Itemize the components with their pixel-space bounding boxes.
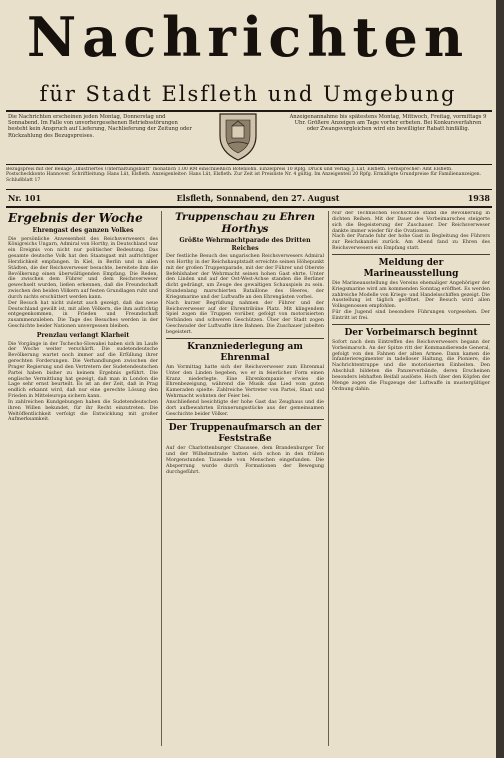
- column-separator: [328, 211, 329, 746]
- column-1: [8, 211, 158, 746]
- article-text: Der festliche Besuch des ungarischen Reichsverwesers Admiral von Horthy in der Reichshauptstadt erreichte seinen Höhepunkt mit der großen Truppenparade, mit der der Führer und Oberste Befehlshaber der Wehrmacht seinen hohen Gast ehrte. Unter den Linden und auf der Ost-West-Achse standen die Berliner dicht gedrängt, um Zeuge des gewaltigen Schauspiels zu sein. Stundenlang marschierten Bataillone des Heeres, der Kriegsmarine und der Luftwaffe an den Ehrengästen vorbei.: [166, 254, 324, 300]
- article-text: Der Besuch hat nicht zuletzt auch gezeigt, daß das neue Deutschland gewillt ist, mit allen Völkern, die ihm aufrichtig entgegenkommen, in Frieden und Freundschaft zusammenzuleben. Die Tage des Besuches werden in der Geschichte beider Nationen unvergessen bleiben.: [8, 300, 158, 330]
- column-2: [166, 211, 324, 746]
- dateline: [8, 192, 490, 204]
- dateline-rule: [6, 206, 492, 208]
- section-heading: Prenzlau verlangt Klarheit: [36, 332, 130, 339]
- article-text: Nach der Parade fuhr der hohe Gast in Begleitung des Führers zur Reichskanzlei zurück. Am Abend fand zu Ehren des Reichsverwesers ein Empfang statt.: [332, 234, 490, 252]
- article-text: Sofort nach dem Eintreffen des Reichsverwesers begann der Vorbeimarsch. An der Spitze ritt der Kommandierende General, gefolgt von den Fahnen der alten Armee. Dann kamen die Infanterieregimenter in tadelloser Haltung, die Pioniere, die Nachrichtentruppe und die motorisierten Einheiten. Den Abschluß bildeten die Panzerverbände, deren Erscheinen besonders lebhaften Beifall auslöste. Hoch über den Köpfen der Menge zogen die Flugzeuge der Luftwaffe in mustergültiger Ordnung dahin.: [332, 339, 490, 392]
- section-heading: Kranzniederlegung am Ehrenmal: [187, 341, 303, 363]
- section-heading: Der Truppenaufmarsch an der Feststraße: [168, 423, 322, 445]
- advertising-info: Anzeigenannahme bis spätestens Montag, Mittwoch, Freitag, vormittags 9 Uhr. Größere Anzeigen am Tage vorher erbeten. Bei Konkursverfahren oder Zwangsvergleichen wird ein bewilligter Rabatt hinfällig.: [289, 114, 487, 133]
- section-heading: Meldung der Marineausstellung: [363, 257, 459, 279]
- issue-year: 1938: [467, 193, 490, 203]
- section-divider: [332, 324, 490, 325]
- section-divider: [166, 419, 324, 420]
- imprint-info: Bezugspreis mit der Beilage „Illustriertes Unterhaltungsblatt“ monatlich 1.00 RM einschließlich Botenlohn. Einzelpreis 10 Rpfg. Druck und Verlag: J. Lüt, Elsfleth. Fernsprecher: Amt Elsfleth. Postscheckkonto Hannover. Schriftleitung: Hans Lüt, Elsfleth. Anzeigenleiter: Hans Lüt, Elsfleth. Zur Zeit ist Preisliste Nr. 4 gültig. Im Anzeigenteil 20 Rpfg. Ermäßigte Grundpreise für Familienanzeigen. Schlußblatt 17: [6, 167, 482, 183]
- article-text: Auf der Charlottenburger Chaussee, dem Brandenburger Tor und der Wilhelmstraße hatten sich schon in den frühen Morgenstunden Tausende von Menschen eingefunden. Die Absperrung wurde durch Formationen der Bewegung durchgeführt.: [166, 446, 324, 475]
- newspaper-subtitle: für Stadt Elsfleth und Umgebung: [39, 82, 457, 106]
- article-text: Nur der Technischen Hochschule stand die Bevölkerung in dichten Reihen. Mit der Dauer des Vorbeimarsches steigerte sich die Begeisterung der Zuschauer. Der Reichsverweser dankte immer wieder für die Ovationen.: [332, 211, 490, 234]
- column-3: [332, 211, 490, 746]
- article-text: In zahlreichen Kundgebungen haben die Sudetendeutschen ihren Willen bekundet, für ihr Recht einzutreten. Die Weltöffentlichkeit verfolgt die Entwicklung mit großer Aufmerksamkeit.: [8, 399, 158, 423]
- article-subheading: Größte Wehrmachtparade des Dritten Reiches: [179, 237, 311, 252]
- article-heading: Ergebnis der Woche: [8, 211, 143, 225]
- article-text: Am Vormittag hatte sich der Reichsverweser zum Ehrenmal Unter den Linden begeben, wo er in feierlicher Form einen Kranz niederlegte. Eine Ehrenkompanie erwies die Ehrenbezeigung, während die Musik das Lied vom guten Kameraden spielte. Zahlreiche Vertreter von Partei, Staat und Wehrmacht wohnten der Feier bei.: [166, 364, 324, 400]
- place-and-date: Elsfleth, Sonnabend, den 27. August: [176, 193, 340, 203]
- page-edge: [496, 0, 504, 758]
- column-separator: [161, 211, 162, 746]
- section-divider: [332, 254, 490, 255]
- article-text: Nach kurzer Begrüßung nahmen der Führer und der Reichsverweser auf der Ehrentribüne Platz. Mit klingendem Spiel zogen die Truppen vorüber, gefolgt von motorisierten Verbänden und schweren Geschützen. Über der Stadt zogen Geschwader der Luftwaffe ihre Bahnen. Die Zuschauer jubelten begeistert.: [166, 300, 324, 335]
- newspaper-title: Nachrichten: [26, 8, 470, 69]
- article-text: Für die Jugend sind besondere Führungen vorgesehen. Der Eintritt ist frei.: [332, 310, 490, 321]
- article-text: Die Marineausstellung des Vereins ehemaliger Angehöriger der Kriegsmarine wird am kommenden Sonntag eröffnet. Es werden zahlreiche Modelle von Kriegs- und Handelsschiffen gezeigt. Die Ausstellung ist täglich geöffnet. Der Besuch wird allen Volksgenossen empfohlen.: [332, 280, 490, 310]
- town-crest-icon: [208, 110, 268, 162]
- section-divider: [166, 338, 324, 339]
- article-text: Anschließend besichtigte der hohe Gast das Zeughaus und die dort aufbewahrten Erinnerungsstücke aus der gemeinsamen Geschichte beider Völker.: [166, 399, 324, 417]
- article-text: Die Vorgänge in der Tschecho-Slowakei haben sich im Laufe der Woche weiter verschärft. Die sudetendeutsche Bevölkerung wartet noch immer auf die Erfüllung ihrer gerechten Forderungen. Die Verhandlungen zwischen der Prager Regierung und den Vertretern der Sudetendeutschen Partei haben bisher zu keinem Ergebnis geführt. Die englische Vermittlung hat gezeigt, daß man in London die Lage sehr ernst beurteilt. Es ist an der Zeit, daß in Prag endlich erkannt wird, daß nur eine gerechte Lösung den Frieden in Mitteleuropa sichern kann.: [8, 341, 158, 400]
- article-heading: Truppenschau zu Ehren Horthys: [175, 211, 315, 235]
- masthead: [10, 8, 486, 80]
- imprint-rule: [6, 189, 492, 190]
- section-heading: Der Vorbeimarsch beginnt: [344, 327, 478, 338]
- publication-info: Die Nachrichten erscheinen jeden Montag, Donnerstag und Sonnabend. Im Falle von unvorhergesehenen Betriebsstörungen besteht kein Anspruch auf Lieferung, Nachlieferung der Zeitung oder Rückzahlung des Bezugspreises.: [8, 114, 192, 139]
- section-heading: Ehrengast des ganzen Volkes: [32, 227, 134, 234]
- article-text: Die persönliche Anwesenheit des Reichsverwesers des Königreichs Ungarn, Admiral von Horthy, in Deutschland war ein Ereignis von nicht nur politischer Bedeutung. Das gesamte deutsche Volk hat den Staatsgast mit aufrichtiger Herzlichkeit empfangen. In Kiel, in Berlin und in allen Städten, die der Reichsverweser besuchte, bereitete ihm die Bevölkerung einen überwältigenden Empfang. Die Reden, die zwischen dem Führer und dem Reichsverweser gewechselt wurden, ließen erkennen, daß die Freundschaft zwischen den beiden Völkern auf festen Grundlagen ruht und durch nichts erschüttert werden kann.: [8, 236, 158, 300]
- issue-number: Nr. 101: [8, 193, 42, 203]
- info-rule: [6, 164, 492, 165]
